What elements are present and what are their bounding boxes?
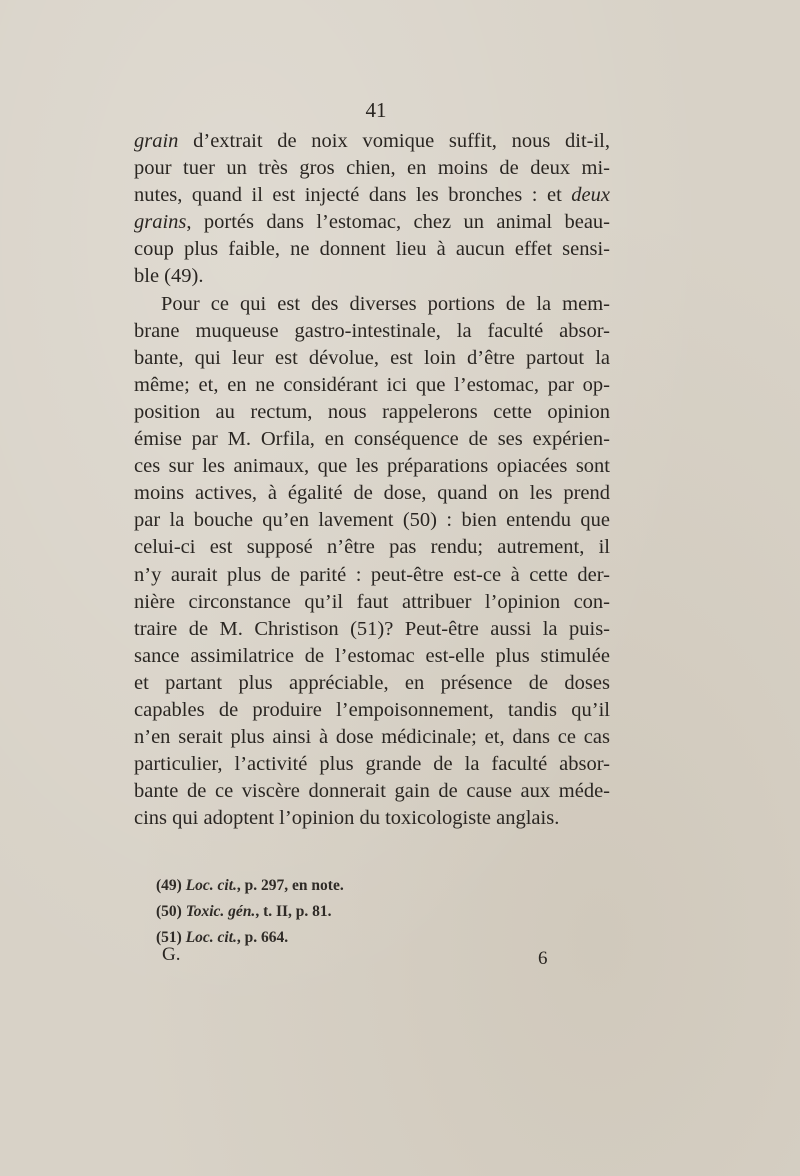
text-line: nière circonstance qu’il faut attribuer l’opinion con- [134,590,610,613]
text-line: grains, portés dans l’estomac, chez un animal beau- [134,211,610,234]
italic-word: grains [134,211,187,234]
text-line: moins actives, à égalité de dose, quand on les prend [134,482,610,505]
text-line: pour tuer un très gros chien, en moins de deux mi- [134,157,610,180]
text-line: celui-ci est supposé n’être pas rendu; autrement, il [134,536,610,559]
text-line: Pour ce qui est des diverses portions de la mem- [161,292,610,315]
text-line: brane muqueuse gastro-intestinale, la faculté absor- [134,319,610,342]
text-line: n’en serait plus ainsi à dose médicinale; et, dans ce cas [134,726,610,749]
sheet-number: 6 [538,948,548,969]
text-line: même; et, en ne considérant ici que l’estomac, par op- [134,373,610,396]
text-line: ble (49). [134,265,204,288]
body-text [134,128,610,832]
text-line: grain d’extrait de noix vomique suffit, nous dit-il, [134,130,610,152]
text-line: position au rectum, nous rappelerons cette opinion [134,400,610,423]
text-line: et partant plus appréciable, en présence de doses [134,671,610,694]
text-line: sance assimilatrice de l’estomac est-elle plus stimulée [134,644,610,667]
text-line: cins qui adoptent l’opinion du toxicologiste anglais. [134,807,560,830]
text-line: traire de M. Christison (51)? Peut-être aussi la puis- [134,617,610,640]
italic-word: deux [571,184,610,207]
text-line: par la bouche qu’en lavement (50) : bien entendu que [134,509,610,532]
text-line: capables de produire l’empoisonnement, tandis qu’il [134,698,610,721]
text-line: émise par M. Orfila, en conséquence de ses expérien- [134,428,610,451]
page-number: 41 [365,98,387,122]
footnote-49: (49) Loc. cit., p. 297, en note. [156,877,344,894]
footnotes [156,873,576,951]
text-line: coup plus faible, ne donnent lieu à aucun effet sensi- [134,238,610,261]
footnote-50: (50) Toxic. gén., t. II, p. 81. [156,903,332,920]
paragraph-2 [134,291,610,833]
text-line: ces sur les animaux, que les préparations opiacées sont [134,455,610,478]
text-line: bante de ce viscère donnerait gain de cause aux méde- [134,780,610,803]
text-line: nutes, quand il est injecté dans les bronches : et deux [134,184,610,207]
italic-word: grain [134,130,179,152]
text-line: n’y aurait plus de parité : peut-être est-ce à cette der- [134,563,610,586]
paragraph-1 [134,128,610,291]
text-line: particulier, l’activité plus grande de la faculté absor- [134,753,610,776]
signature-mark: G. [162,944,181,965]
text-line: bante, qui leur est dévolue, est loin d’être partout la [134,346,610,369]
footnote-51: (51) Loc. cit., p. 664. [156,929,289,946]
